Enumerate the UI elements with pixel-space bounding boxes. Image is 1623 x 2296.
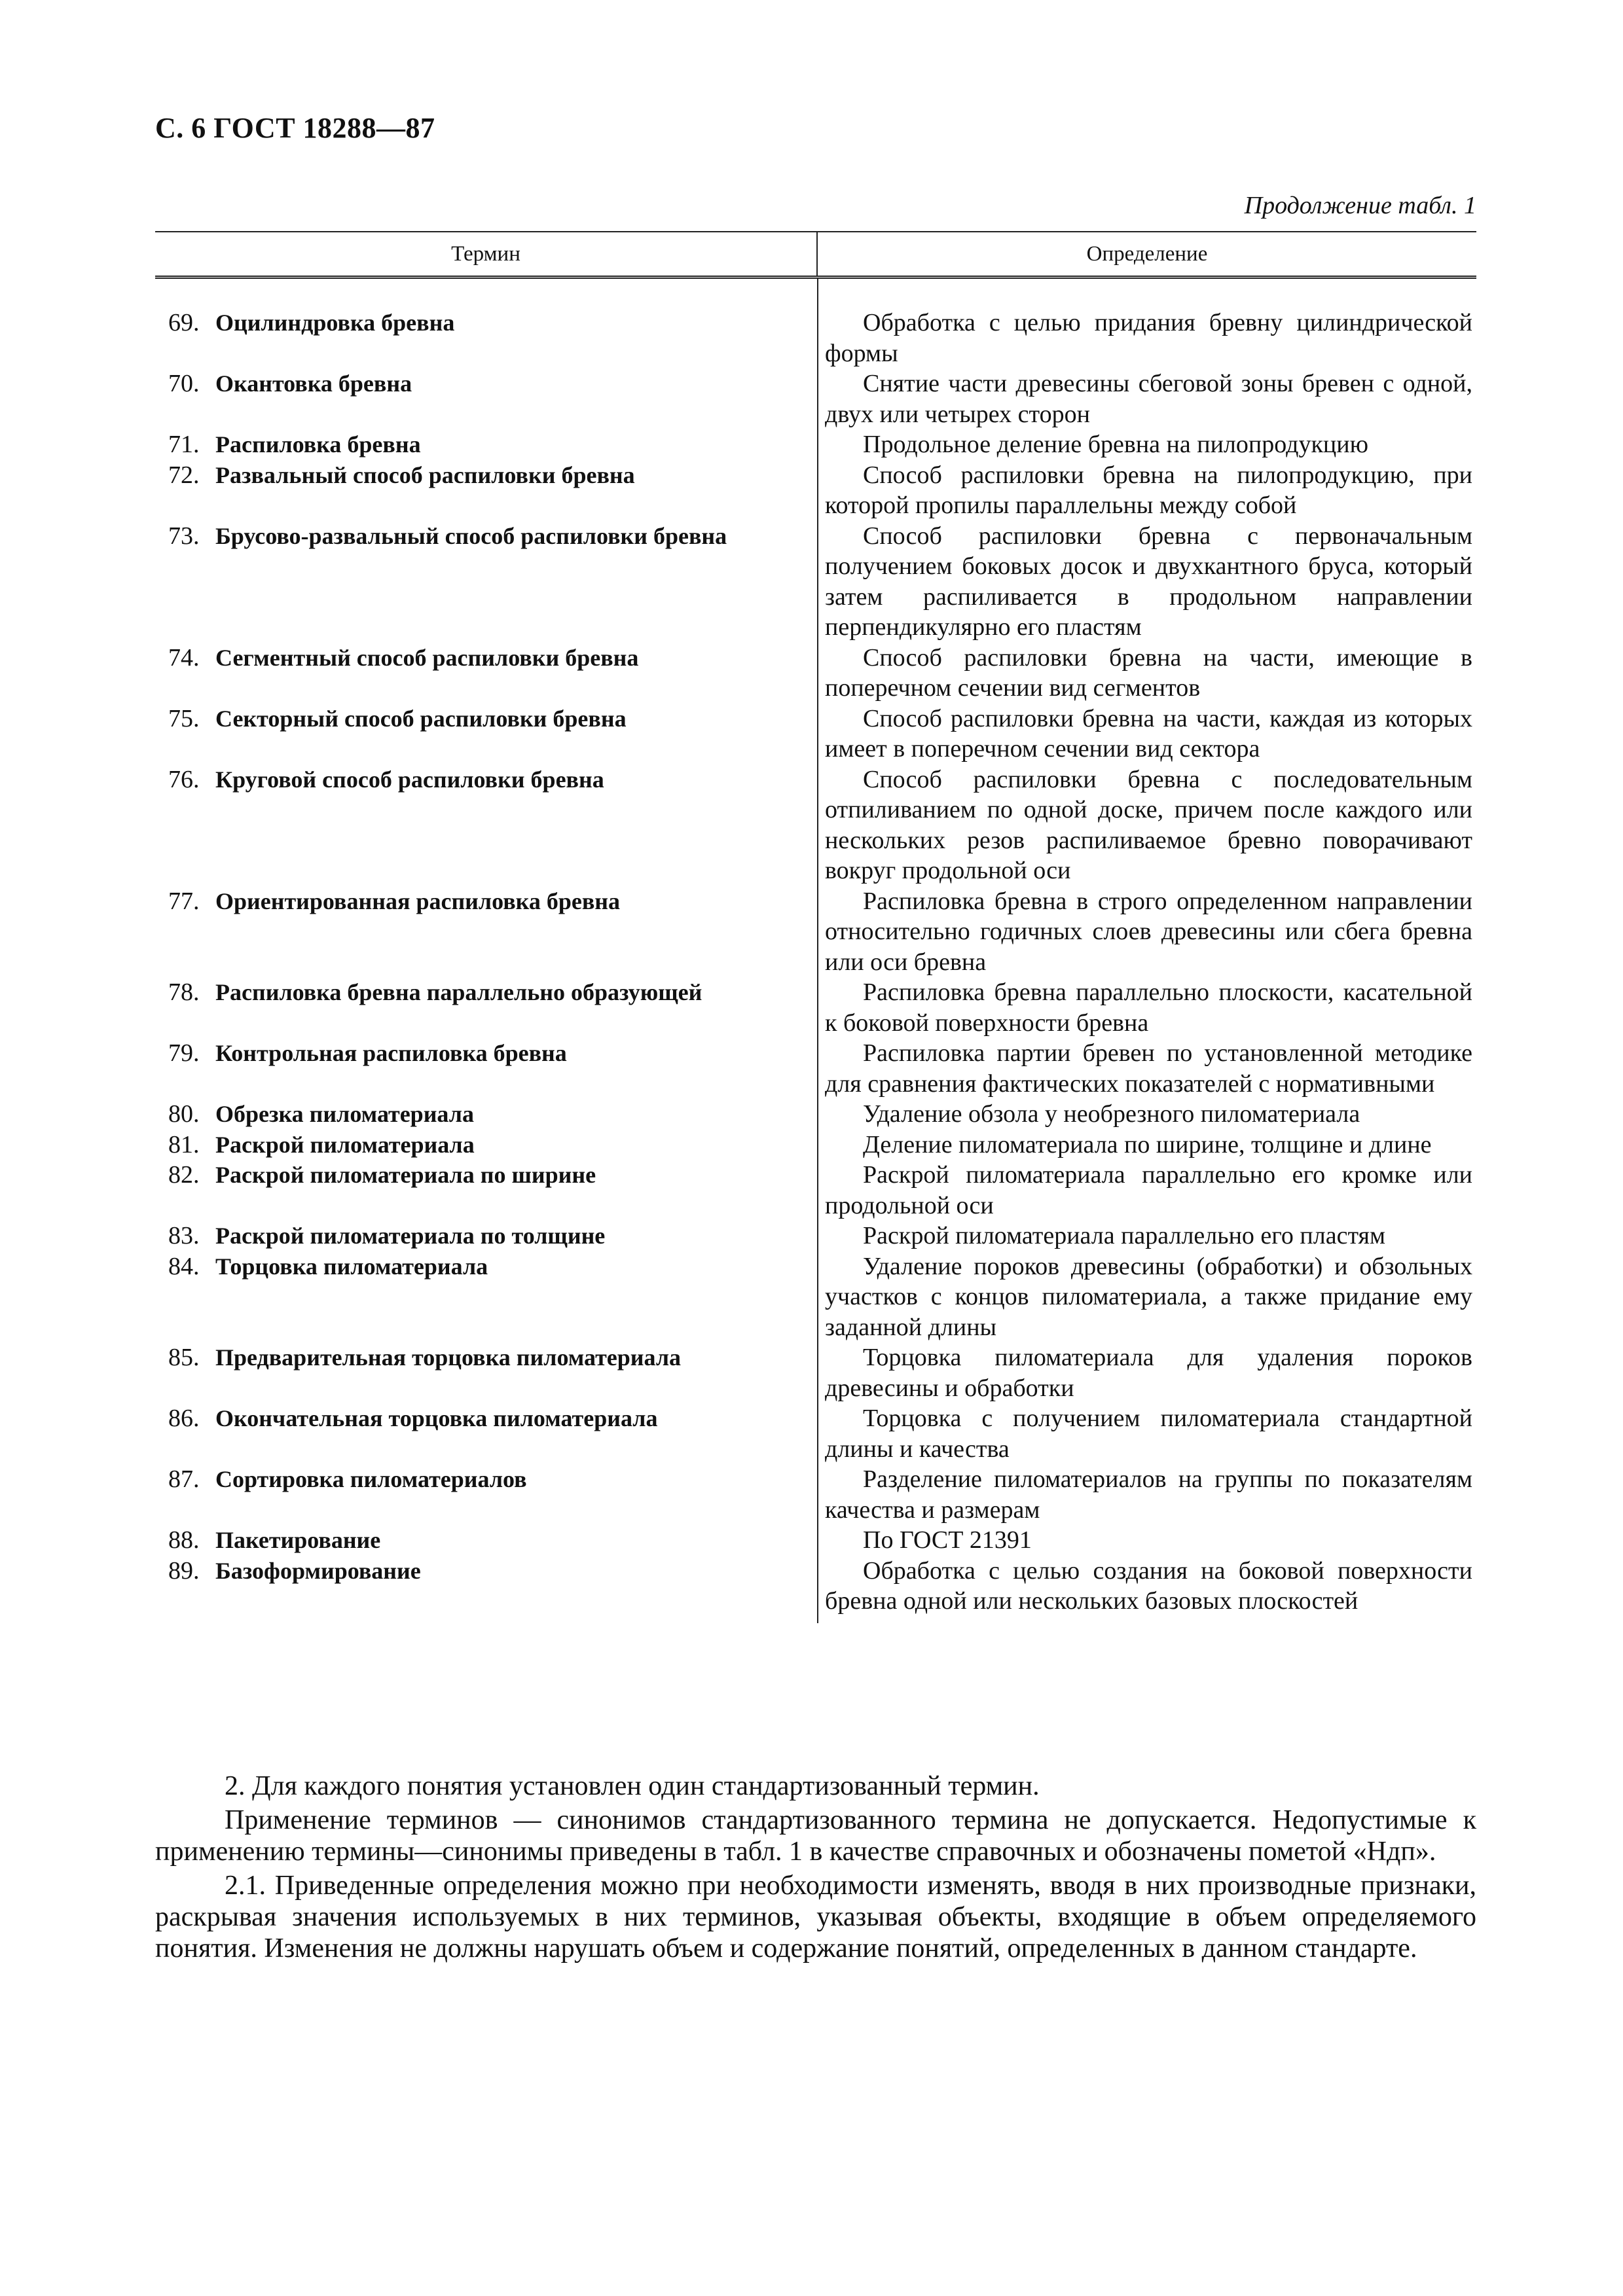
table-row [155, 1038, 1476, 1099]
table-row [155, 521, 1476, 643]
definition-cell: Торцовка с получением пиломатериала стандартной длины и качества [825, 1405, 1472, 1463]
term-cell [155, 1342, 818, 1403]
table-row [155, 643, 1476, 704]
term-number: 77. [168, 887, 200, 915]
definition-cell: Деление пиломатериала по ширине, толщине и длине [863, 1130, 1432, 1158]
table-row [155, 977, 1476, 1038]
column-header-term: Термин [155, 232, 818, 276]
term-cell [155, 368, 818, 429]
term-name: Окончательная торцовка пиломатериала [215, 1405, 658, 1431]
definition-cell: Удаление пороков древесины (обработки) и обзольных участков с концов пиломатериала, а также придание ему заданной длины [825, 1252, 1472, 1341]
term-number: 89. [168, 1556, 200, 1585]
term-cell [155, 1221, 818, 1251]
definition-cell: Обработка с целью создания на боковой поверхности бревна одной или нескольких базовых плоскостей [825, 1556, 1472, 1615]
term-name: Распиловка бревна [215, 431, 421, 457]
term-number: 75. [168, 704, 200, 732]
column-header-definition: Определение [1086, 242, 1208, 266]
term-name: Развальный способ распиловки бревна [215, 461, 635, 488]
term-cell [155, 1403, 818, 1464]
term-number: 72. [168, 461, 200, 489]
term-cell [155, 308, 818, 368]
term-name: Обрезка пиломатериала [215, 1101, 474, 1127]
term-number: 83. [168, 1222, 200, 1249]
term-number: 70. [168, 370, 200, 397]
term-name: Окантовка бревна [215, 370, 412, 397]
term-name: Оцилиндровка бревна [215, 310, 455, 336]
terms-table [155, 231, 1476, 1623]
term-name: Раскрой пиломатериала [215, 1131, 475, 1158]
page-header: С. 6 ГОСТ 18288—87 [155, 112, 435, 144]
table-header [155, 231, 1476, 279]
term-number: 74. [168, 643, 200, 672]
term-name: Раскрой пиломатериала по толщине [215, 1223, 606, 1249]
table-row [155, 704, 1476, 764]
definition-cell: Способ распиловки бревна на пилопродукцию, при которой пропилы параллельны между собой [825, 461, 1472, 519]
term-name: Торцовка пиломатериала [215, 1253, 488, 1280]
term-number: 84. [168, 1252, 200, 1280]
paragraph: Применение терминов — синонимов стандартизованного термина не допускается. Недопустимые к применению термины—синонимы приведены в табл. 1 в качестве справочных и обозначены пометой «Ндп». [155, 1805, 1476, 1867]
definition-cell: Способ распиловки бревна с последовательным отпиливанием по одной доске, причем после каждого или нескольких резов распиливаемое бревно поворачивают вокруг продольной оси [825, 765, 1472, 884]
term-number: 78. [168, 978, 200, 1006]
term-number: 88. [168, 1526, 200, 1554]
definition-cell: Способ распиловки бревна с первоначальным получением боковых досок и двухкантного бруса, который затем распиливается в продольном направлении перпендикулярно его пластям [825, 522, 1472, 641]
table-row [155, 1099, 1476, 1130]
definition-cell: Распиловка бревна параллельно плоскости, касательной к боковой поверхности бревна [825, 978, 1472, 1037]
definition-cell: Раскрой пиломатериала параллельно его пластям [863, 1222, 1386, 1249]
term-cell [155, 704, 818, 764]
paragraph: 2. Для каждого понятия установлен один стандартизованный термин. [225, 1771, 1040, 1801]
term-cell [155, 460, 818, 521]
term-cell [155, 886, 818, 978]
definition-cell: Распиловка бревна в строго определенном направлении относительно годичных слоев древесины или сбега бревна или оси бревна [825, 887, 1472, 976]
term-number: 79. [168, 1039, 200, 1067]
table-row [155, 368, 1476, 429]
table-body [155, 279, 1476, 1623]
definition-cell: Обработка с целью придания бревну цилиндрической формы [825, 309, 1472, 367]
table-row [155, 1342, 1476, 1403]
term-name: Сортировка пиломатериалов [215, 1466, 527, 1492]
term-name: Пакетирование [215, 1527, 381, 1553]
term-cell [155, 429, 818, 460]
term-cell [155, 1525, 818, 1556]
definition-cell: Раскрой пиломатериала параллельно его кромке или продольной оси [825, 1161, 1472, 1219]
term-name: Базоформирование [215, 1557, 421, 1584]
term-cell [155, 977, 818, 1038]
term-number: 81. [168, 1130, 200, 1158]
table-row [155, 460, 1476, 521]
term-number: 71. [168, 431, 200, 458]
term-name: Ориентированная распиловка бревна [215, 888, 621, 914]
table-row [155, 886, 1476, 978]
table-caption: Продолжение табл. 1 [1244, 192, 1476, 219]
table-row [155, 429, 1476, 460]
term-name: Секторный способ распиловки бревна [215, 705, 627, 732]
table-row [155, 1251, 1476, 1343]
term-number: 80. [168, 1100, 200, 1128]
term-number: 85. [168, 1344, 200, 1371]
table-row [155, 1130, 1476, 1160]
table-row [155, 1556, 1476, 1617]
term-name: Распиловка бревна параллельно образующей [215, 979, 702, 1005]
definition-cell: Распиловка партии бревен по установленной методике для сравнения фактических показателей с нормативными [825, 1039, 1472, 1098]
term-name: Контрольная распиловка бревна [215, 1040, 567, 1066]
definition-cell: Способ распиловки бревна на части, имеющие в поперечном сечении вид сегментов [825, 643, 1472, 702]
term-cell [155, 1464, 818, 1525]
term-number: 87. [168, 1465, 200, 1493]
definition-cell: Удаление обзола у необрезного пиломатериала [863, 1100, 1360, 1128]
table-row [155, 1464, 1476, 1525]
term-name: Раскрой пиломатериала по ширине [215, 1162, 596, 1188]
term-name: Предварительная торцовка пиломатериала [215, 1344, 682, 1371]
term-cell [155, 1099, 818, 1130]
definition-cell: По ГОСТ 21391 [863, 1526, 1032, 1554]
definition-cell: Разделение пиломатериалов на группы по показателям качества и размерам [825, 1465, 1472, 1524]
term-name: Сегментный способ распиловки бревна [215, 644, 639, 671]
term-cell [155, 1556, 818, 1617]
term-name: Брусово-развальный способ распиловки бревна [215, 522, 727, 549]
term-cell [155, 764, 818, 886]
table-row [155, 1221, 1476, 1251]
body-text [155, 1770, 1476, 1967]
term-number: 76. [168, 765, 200, 793]
definition-cell: Способ распиловки бревна на части, каждая из которых имеет в поперечном сечении вид сектора [825, 704, 1472, 762]
term-name: Круговой способ распиловки бревна [215, 766, 604, 793]
term-cell [155, 1160, 818, 1221]
term-cell [155, 643, 818, 704]
term-number: 69. [168, 309, 200, 336]
term-cell [155, 1130, 818, 1160]
table-row [155, 764, 1476, 886]
paragraph: 2.1. Приведенные определения можно при необходимости изменять, вводя в них производные признаки, раскрывая значения используемых в них терминов, указывая объекты, входящие в объем определяемого понятия. Изменения не должны нарушать объем и содержание понятий, определенных в данном стандарте. [155, 1871, 1476, 1964]
definition-cell: Снятие части древесины сбеговой зоны бревен с одной, двух или четырех сторон [825, 370, 1472, 428]
table-row [155, 1160, 1476, 1221]
term-number: 86. [168, 1405, 200, 1432]
table-row [155, 308, 1476, 368]
term-number: 82. [168, 1161, 200, 1189]
term-number: 73. [168, 522, 200, 550]
term-cell [155, 1251, 818, 1343]
definition-cell: Продольное деление бревна на пилопродукцию [863, 431, 1368, 458]
table-row [155, 1525, 1476, 1556]
table-row [155, 1403, 1476, 1464]
term-cell [155, 521, 818, 643]
definition-cell: Торцовка пиломатериала для удаления пороков древесины и обработки [825, 1344, 1472, 1402]
term-cell [155, 1038, 818, 1099]
